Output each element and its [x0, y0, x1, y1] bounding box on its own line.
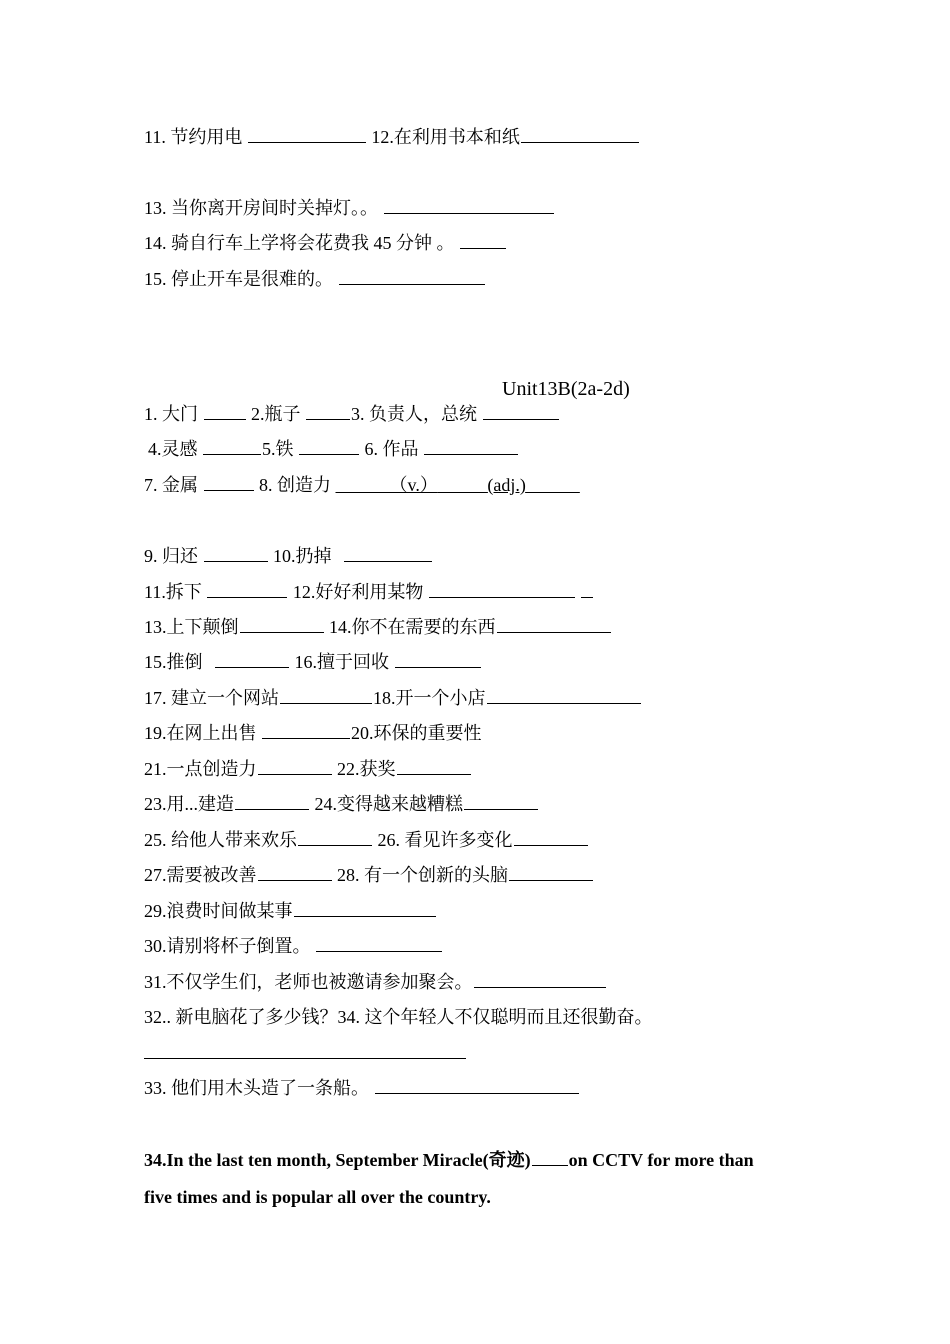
vocab-15-label: 15.推倒 [144, 652, 203, 672]
vocab-row-30 [144, 935, 443, 957]
answer-blank-b19[interactable] [262, 722, 350, 739]
answer-blank-b17[interactable] [280, 687, 372, 704]
answer-blank-b18[interactable] [487, 687, 641, 704]
answer-blank-b26[interactable] [514, 829, 588, 846]
vocab-row-19-20 [144, 722, 482, 744]
answer-blank-b21[interactable] [258, 758, 332, 775]
vocab-row-4-6 [148, 438, 519, 460]
answer-blank-34[interactable] [532, 1149, 568, 1166]
answer-blank-b25[interactable] [298, 829, 372, 846]
item-row-13 [144, 197, 555, 219]
vocab-row-9-10 [144, 545, 433, 567]
vocab-row-27-28 [144, 864, 594, 886]
vocab-7-label: 7. 金属 [144, 475, 198, 495]
answer-blank-b2[interactable] [306, 403, 350, 420]
vocab-32-label: 32.. 新电脑花了多少钱？34. 这个年轻人不仅聪明而且还很勤奋。 [144, 1007, 653, 1027]
vocab-9-label: 9. 归还 [144, 546, 198, 566]
question-34-line-2 [144, 1186, 491, 1208]
answer-blank-b7[interactable] [204, 474, 254, 491]
answer-blank-b27[interactable] [258, 864, 332, 881]
answer-blank-b13[interactable] [240, 616, 324, 633]
vocab-row-11-12 [144, 581, 594, 603]
answer-blank-b15[interactable] [215, 651, 289, 668]
vocab-2-label: 2.瓶子 [251, 404, 301, 424]
vocab-row-13-14 [144, 616, 612, 638]
answer-blank-b10[interactable] [344, 545, 432, 562]
answer-blank-b8[interactable] [336, 475, 580, 495]
item-row-11-12 [144, 126, 640, 148]
answer-blank-b24[interactable] [464, 793, 538, 810]
vocab-19-label: 19.在网上出售 [144, 723, 257, 743]
vocab-18-label: 18.开一个小店 [373, 688, 486, 708]
vocab-row-33 [144, 1077, 580, 1099]
vocab-25-label: 25. 给他人带来欢乐 [144, 830, 297, 850]
vocab-row-29 [144, 900, 437, 922]
vocab-33-label: 33. 他们用木头造了一条船。 [144, 1078, 369, 1098]
vocab-28-label: 28. 有一个创新的头脑 [337, 865, 508, 885]
vocab-13-label: 13.上下颠倒 [144, 617, 239, 637]
vocab-row-21-22 [144, 758, 472, 780]
item-14-label: 14. 骑自行车上学将会花费我 45 分钟 。 [144, 233, 455, 253]
vocab-26-label: 26. 看见许多变化 [377, 830, 513, 850]
question-34-text-after: on CCTV for more than [568, 1150, 754, 1170]
answer-blank-12[interactable] [521, 126, 639, 143]
answer-blank-b33[interactable] [375, 1077, 579, 1094]
answer-blank-15[interactable] [339, 268, 485, 285]
item-15-label: 15. 停止开车是很难的。 [144, 269, 333, 289]
vocab-1-label: 1. 大门 [144, 404, 198, 424]
vocab-16-label: 16.擅于回收 [294, 652, 389, 672]
vocab-row-32 [144, 1006, 653, 1028]
item-row-14 [144, 232, 507, 254]
item-13-label: 13. 当你离开房间时关掉灯。。 [144, 198, 378, 218]
answer-blank-b5[interactable] [299, 438, 359, 455]
vocab-6-label: 6. 作品 [364, 439, 419, 459]
answer-blank-b12[interactable] [429, 581, 575, 598]
vocab-21-label: 21.一点创造力 [144, 759, 257, 779]
vocab-row-15-16 [144, 651, 482, 673]
vocab-27-label: 27.需要被改善 [144, 865, 257, 885]
vocab-24-label: 24.变得越来越糟糕 [314, 794, 463, 814]
vocab-10-label: 10.扔掉 [273, 546, 332, 566]
unit-title: Unit13B(2a-2d) [502, 378, 630, 400]
vocab-row-23-24 [144, 793, 539, 815]
vocab-8-adj-tag: (adj.) [487, 475, 526, 495]
answer-blank-b1[interactable] [204, 403, 246, 420]
vocab-23-label: 23.用...建造 [144, 794, 234, 814]
answer-blank-b14[interactable] [497, 616, 611, 633]
vocab-3-label: 3. 负责人，总统 [351, 404, 477, 424]
answer-blank-14[interactable] [460, 232, 506, 249]
vocab-row-7-8 [144, 474, 580, 496]
vocab-row-1-3 [144, 403, 560, 425]
question-34-line-1 [144, 1149, 754, 1171]
answer-blank-b28[interactable] [509, 864, 593, 881]
vocab-11-label: 11.拆下 [144, 582, 202, 602]
vocab-20-label: 20.环保的重要性 [351, 723, 482, 743]
question-34-text-before: 34.In the last ten month, September Miracle(奇迹) [144, 1150, 531, 1170]
answer-blank-13[interactable] [384, 197, 554, 214]
vocab-5-label: 5.铁 [262, 439, 294, 459]
answer-blank-b32[interactable] [144, 1058, 466, 1059]
vocab-8-verb-tag: （v.） [389, 475, 438, 495]
answer-blank-b12-extra[interactable] [581, 581, 593, 598]
answer-blank-11[interactable] [248, 126, 366, 143]
answer-blank-b11[interactable] [207, 581, 287, 598]
answer-blank-b22[interactable] [397, 758, 471, 775]
vocab-29-label: 29.浪费时间做某事 [144, 901, 293, 921]
vocab-8-label: 8. 创造力 [259, 475, 331, 495]
vocab-row-25-26 [144, 829, 589, 851]
item-row-15 [144, 268, 486, 290]
answer-blank-b16[interactable] [395, 651, 481, 668]
answer-blank-b29[interactable] [294, 900, 436, 917]
vocab-row-17-18 [144, 687, 642, 709]
answer-blank-b30[interactable] [316, 935, 442, 952]
answer-blank-b3[interactable] [483, 403, 559, 420]
answer-blank-b9[interactable] [204, 545, 268, 562]
answer-blank-b23[interactable] [235, 793, 309, 810]
answer-blank-b4[interactable] [203, 438, 261, 455]
item-11-label: 11. 节约用电 [144, 127, 243, 147]
answer-blank-b31[interactable] [474, 971, 606, 988]
vocab-4-label: 4.灵感 [148, 439, 198, 459]
answer-blank-b6[interactable] [424, 438, 518, 455]
question-34-text-line2: five times and is popular all over the country. [144, 1187, 491, 1207]
vocab-12-label: 12.好好利用某物 [292, 582, 424, 602]
vocab-14-label: 14.你不在需要的东西 [329, 617, 496, 637]
vocab-30-label: 30.请别将杯子倒置。 [144, 936, 311, 956]
vocab-22-label: 22.获奖 [337, 759, 396, 779]
item-12-label: 12.在利用书本和纸 [371, 127, 520, 147]
vocab-31-label: 31.不仅学生们，老师也被邀请参加聚会。 [144, 972, 473, 992]
vocab-17-label: 17. 建立一个网站 [144, 688, 279, 708]
vocab-row-31 [144, 971, 607, 993]
